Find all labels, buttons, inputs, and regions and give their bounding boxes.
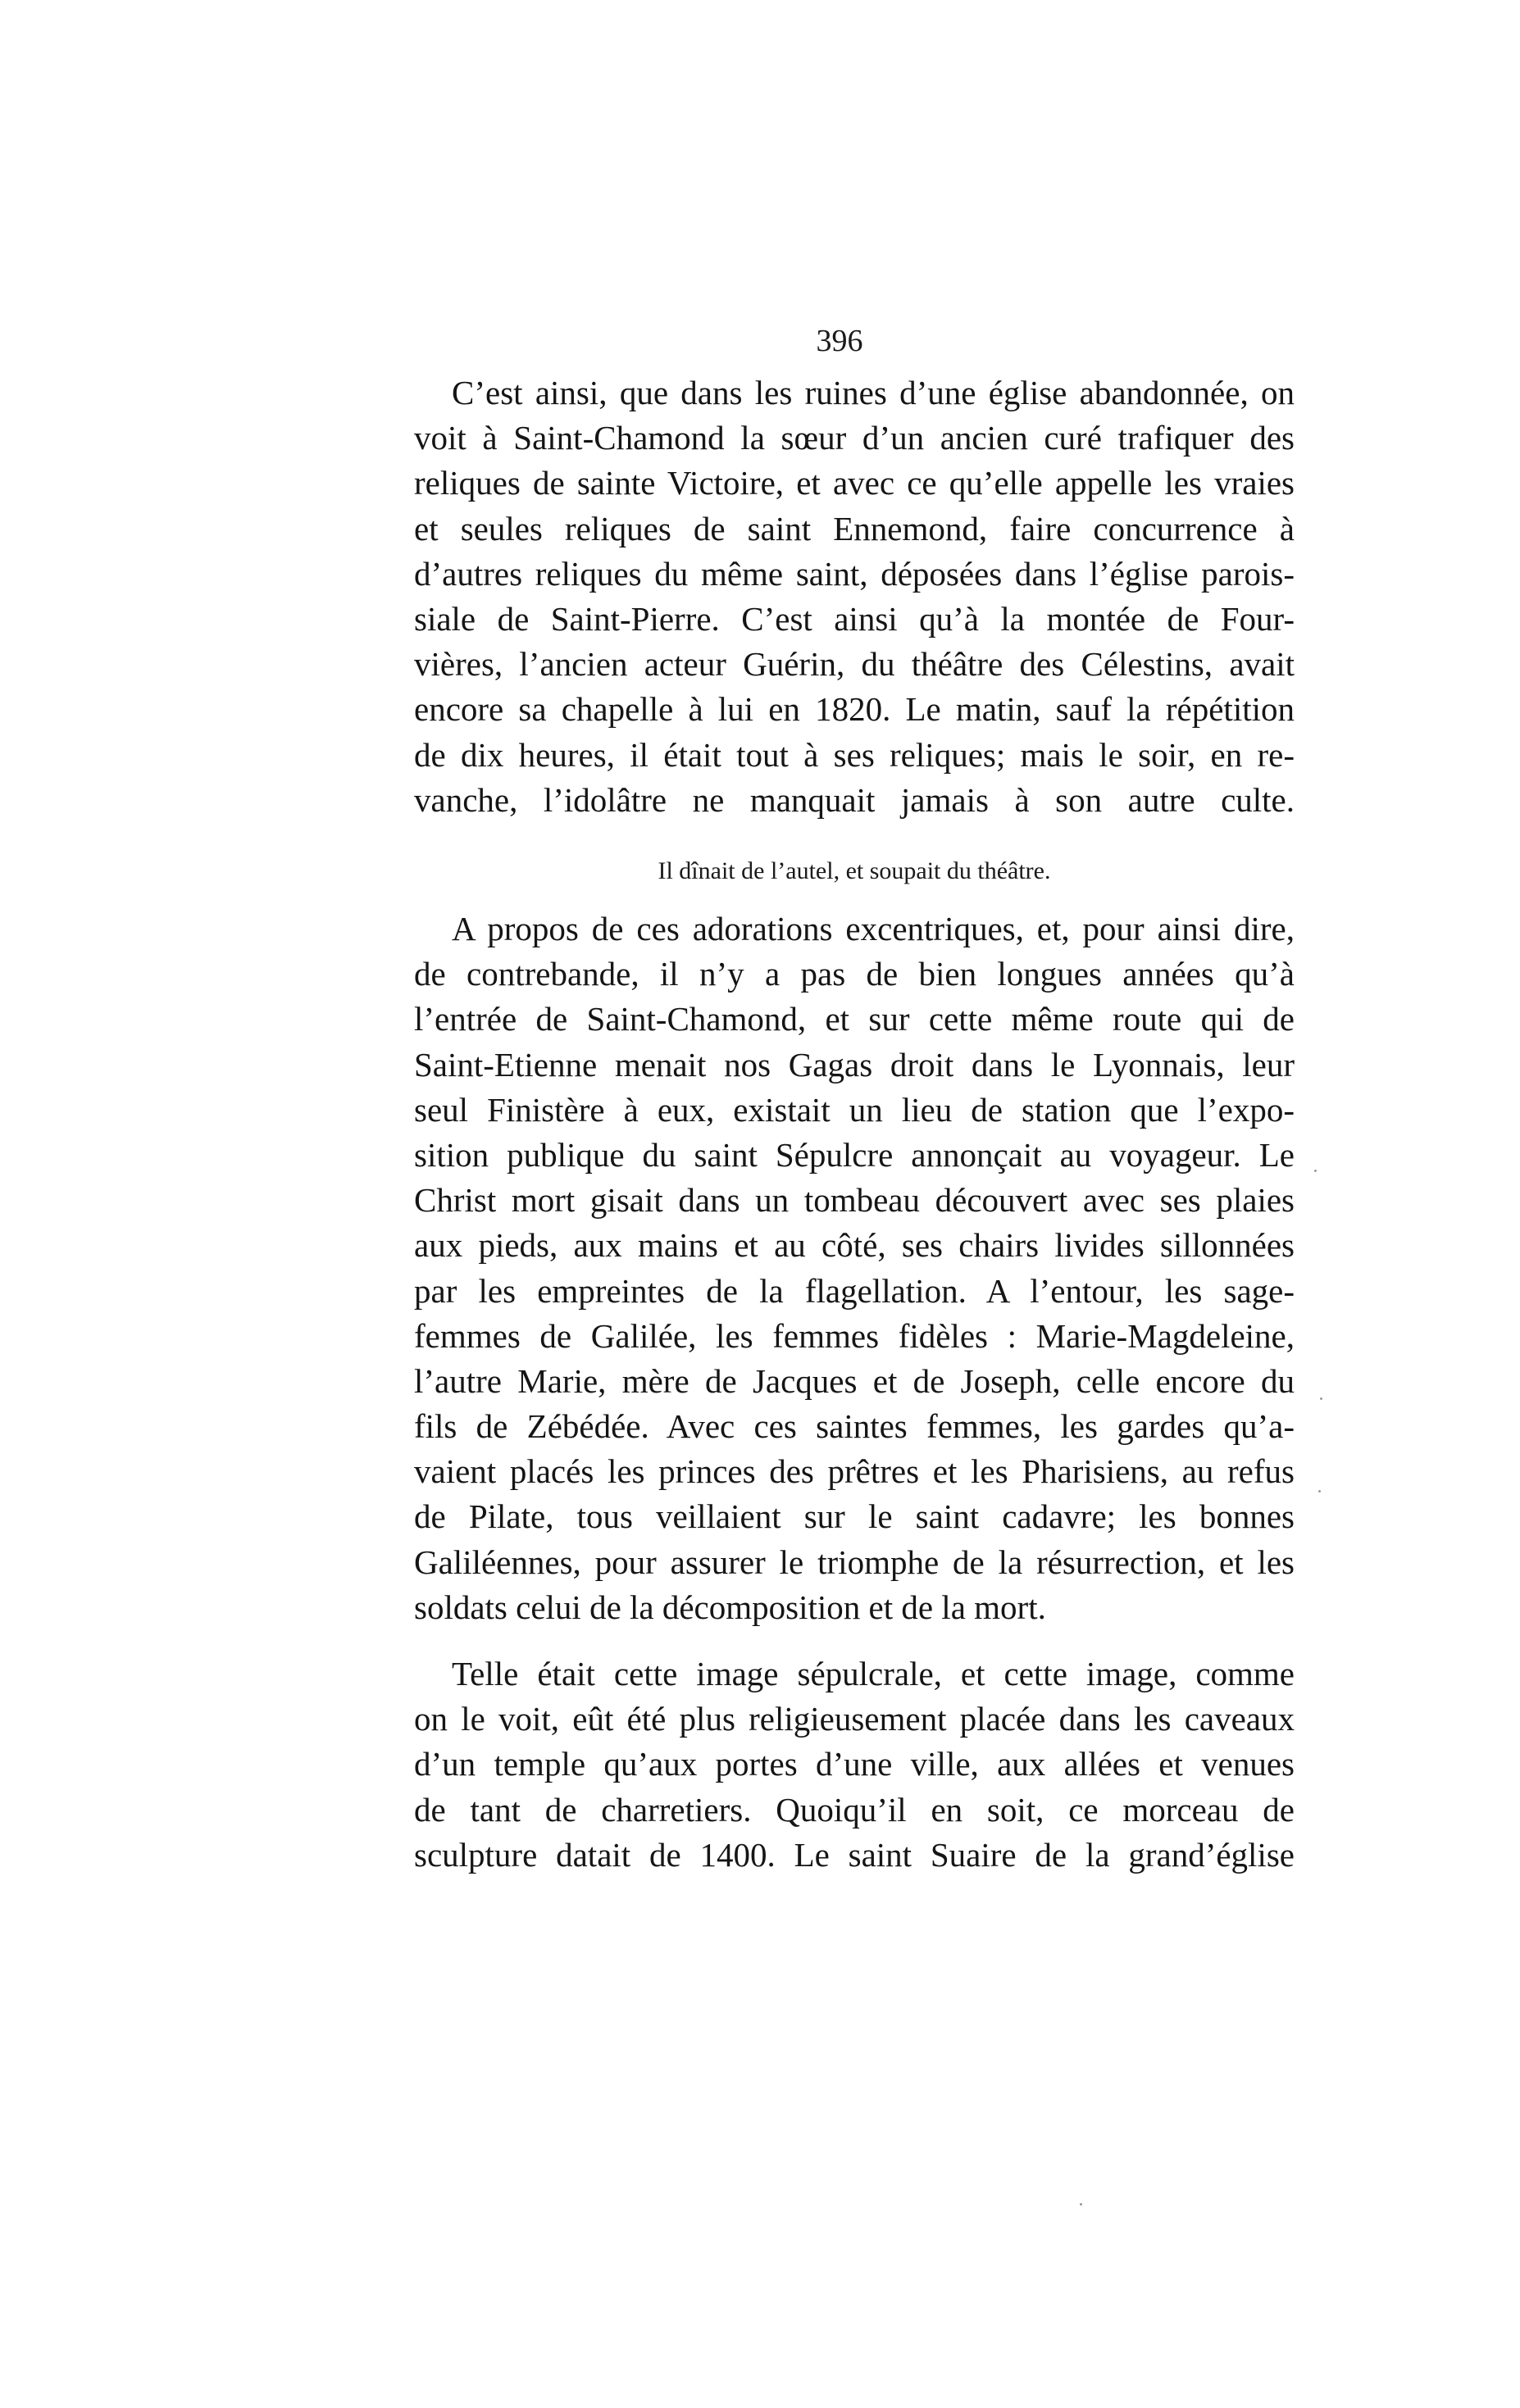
- text-line: sculpture datait de 1400. Le saint Suaire de la grand’église: [414, 1835, 1295, 1874]
- text-line: de Pilate, tous veillaient sur le saint cadavre; les bonnes: [414, 1497, 1295, 1536]
- text-line: siale de Saint-Pierre. C’est ainsi qu’à la montée de Four-: [414, 599, 1295, 638]
- text-line: d’un temple qu’aux portes d’une ville, aux allées et venues: [414, 1745, 1295, 1783]
- text-line: A propos de ces adorations excentriques, et, pour ainsi dire,: [452, 910, 1295, 947]
- text-line: on le voit, eût été plus religieusement placée dans les caveaux: [414, 1700, 1295, 1738]
- text-line: vanche, l’idolâtre ne manquait jamais à son autre culte.: [414, 780, 1295, 819]
- text-line: Saint-Etienne menait nos Gagas droit dans le Lyonnais, leur: [414, 1045, 1295, 1084]
- text-line: seul Finistère à eux, existait un lieu de station que l’expo-: [414, 1090, 1295, 1129]
- text-line: reliques de sainte Victoire, et avec ce qu’elle appelle les vraies: [414, 464, 1295, 502]
- text-line: d’autres reliques du même saint, déposées dans l’église parois-: [414, 554, 1295, 593]
- scan-speck: [1318, 1490, 1321, 1493]
- text-line: l’entrée de Saint-Chamond, et sur cette même route qui de: [414, 1000, 1295, 1038]
- verse-quote: Il dînait de l’autel, et soupait du théâtre.: [658, 857, 1051, 884]
- paragraph-1: [414, 370, 1295, 823]
- text-line: soldats celui de la décomposition et de la mort.: [414, 1588, 1046, 1626]
- text-line: de tant de charretiers. Quoiqu’il en soit, ce morceau de: [414, 1790, 1295, 1829]
- text-line: l’autre Marie, mère de Jacques et de Joseph, celle encore du: [414, 1361, 1295, 1400]
- scan-speck: [1320, 1397, 1322, 1400]
- text-line: Telle était cette image sépulcrale, et cette image, comme: [452, 1655, 1295, 1692]
- text-line: de dix heures, il était tout à ses reliques; mais le soir, en re-: [414, 735, 1295, 774]
- paragraph-2: [414, 906, 1295, 1630]
- text-line: C’est ainsi, que dans les ruines d’une église abandonnée, on: [452, 374, 1295, 411]
- text-line: vaient placés les princes des prêtres et les Pharisiens, au refus: [414, 1452, 1295, 1491]
- text-line: vières, l’ancien acteur Guérin, du théâtre des Célestins, avait: [414, 645, 1295, 684]
- text-line: voit à Saint-Chamond la sœur d’un ancien curé trafiquer des: [414, 419, 1295, 457]
- text-line: Christ mort gisait dans un tombeau découvert avec ses plaies: [414, 1181, 1295, 1220]
- page-number: 396: [816, 324, 863, 358]
- text-line: par les empreintes de la flagellation. A l’entour, les sage-: [414, 1271, 1295, 1310]
- text-line: Galiléennes, pour assurer le triomphe de la résurrection, et les: [414, 1542, 1295, 1581]
- scan-speck: [1080, 2203, 1082, 2206]
- text-line: aux pieds, aux mains et au côté, ses chairs livides sillonnées: [414, 1226, 1295, 1265]
- scan-speck: [1314, 1170, 1317, 1172]
- text-line: sition publique du saint Sépulcre annonçait au voyageur. Le: [414, 1135, 1295, 1174]
- text-line: de contrebande, il n’y a pas de bien longues années qu’à: [414, 955, 1295, 993]
- paragraph-3: [414, 1652, 1295, 1878]
- text-line: encore sa chapelle à lui en 1820. Le matin, sauf la répétition: [414, 690, 1295, 729]
- text-line: fils de Zébédée. Avec ces saintes femmes, les gardes qu’a-: [414, 1407, 1295, 1446]
- text-line: femmes de Galilée, les femmes fidèles : Marie-Magdeleine,: [414, 1316, 1295, 1355]
- text-line: et seules reliques de saint Ennemond, faire concurrence à: [414, 509, 1295, 547]
